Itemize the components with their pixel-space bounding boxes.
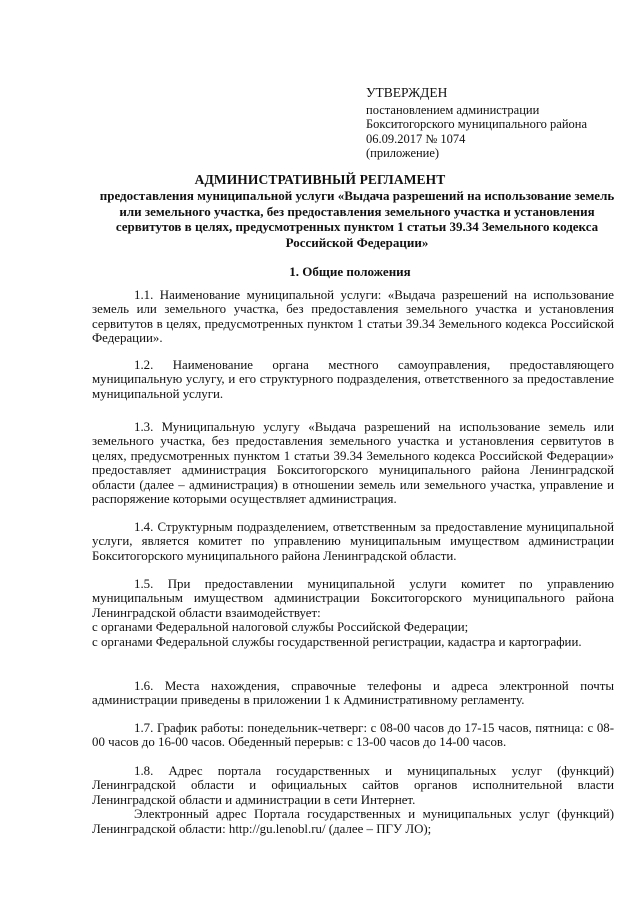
- paragraph-1-8-portal-text: Электронный адрес Портала государственных и муниципальных услуг (функций) Ленинградской области: http://gu.lenobl.ru/ (далее – ПГУ ЛО);: [92, 807, 614, 836]
- approval-line-2: Бокситогорского муниципального района: [366, 117, 588, 131]
- approval-line-4: (приложение): [366, 146, 440, 160]
- paragraph-1-3-text: 1.3. Муниципальную услугу «Выдача разрешений на использование земель или земельного участка, без предоставления земельного участка и установления сервитутов в целях, предусмотренных пунктом 1 статьи 39.34 Земельного кодекса Российской Федерации» предоставляет администрация Бокситогорского муниципального района Ленинградской области (далее – администрация) в отношении земель или земельного участка, управление и распоряжение которыми осуществляет администрация.: [92, 420, 614, 507]
- paragraph-1-6-text: 1.6. Места нахождения, справочные телефоны и адреса электронной почты администрации приведены в приложении 1 к Административному регламенту.: [92, 679, 614, 708]
- approval-line-3: 06.09.2017 № 1074: [366, 131, 466, 146]
- paragraph-1-1-text: 1.1. Наименование муниципальной услуги: «Выдача разрешений на использование земель или земельного участка, без предоставления земельного участка и установления сервитутов в целях, предусмотренных пунктом 1 статьи 39.34 Земельного кодекса Российской Федерации».: [92, 288, 614, 346]
- paragraph-1-8: [92, 764, 614, 836]
- approval-line-1: постановлением администрации: [366, 102, 540, 117]
- paragraph-1-2-text: 1.2. Наименование органа местного самоуправления, предоставляющего муниципальную услугу, и его структурного подразделения, ответственного за предоставление муниципальной услуги.: [92, 358, 614, 401]
- paragraph-1-7: [92, 721, 614, 750]
- document-subtitle: предоставления муниципальной услуги «Выдача разрешений на использование земель или земельного участка, без предоставления земельного участка и установления сервитутов в целях, предусмотренных пунктом 1 статьи 39.34 Земельного кодекса Российской Федерации»: [99, 188, 615, 250]
- paragraph-1-4: [92, 520, 614, 563]
- paragraph-1-5-item-1: с органами Федеральной налоговой службы Российской Федерации;: [92, 620, 469, 635]
- paragraph-1-4-text: 1.4. Структурным подразделением, ответственным за предоставление муниципальной услуги, является комитет по управлению муниципальным имуществом администрации Бокситогорского муниципального района Ленинградской области.: [92, 520, 614, 563]
- paragraph-1-5-text: 1.5. При предоставлении муниципальной услуги комитет по управлению муниципальным имуществом администрации Бокситогорского муниципального района Ленинградской области взаимодействует:: [92, 577, 614, 620]
- paragraph-1-5-item-2: с органами Федеральной службы государственной регистрации, кадастра и картографии.: [92, 634, 582, 649]
- paragraph-1-6: [92, 679, 614, 708]
- approval-title: УТВЕРЖДЕН: [366, 85, 448, 100]
- document-title: АДМИНИСТРАТИВНЫЙ РЕГЛАМЕНТ: [194, 172, 446, 187]
- paragraph-1-2: [92, 358, 614, 401]
- section-title: 1. Общие положения: [289, 264, 411, 279]
- approval-stamp: [366, 86, 636, 161]
- paragraph-1-8-text: 1.8. Адрес портала государственных и муниципальных услуг (функций) Ленинградской области и официальных сайтов органов исполнительной власти Ленинградской области и администрации в сети Интернет.: [92, 764, 614, 807]
- paragraph-1-7-text: 1.7. График работы: понедельник-четверг: с 08-00 часов до 17-15 часов, пятница: с 08-00 часов до 16-00 часов. Обеденный перерыв: с 13-00 часов до 14-00 часов.: [92, 721, 614, 750]
- paragraph-1-1: [92, 288, 614, 346]
- paragraph-1-3: [92, 420, 614, 506]
- paragraph-1-8-item: [92, 807, 614, 836]
- paragraph-1-5: [92, 577, 614, 649]
